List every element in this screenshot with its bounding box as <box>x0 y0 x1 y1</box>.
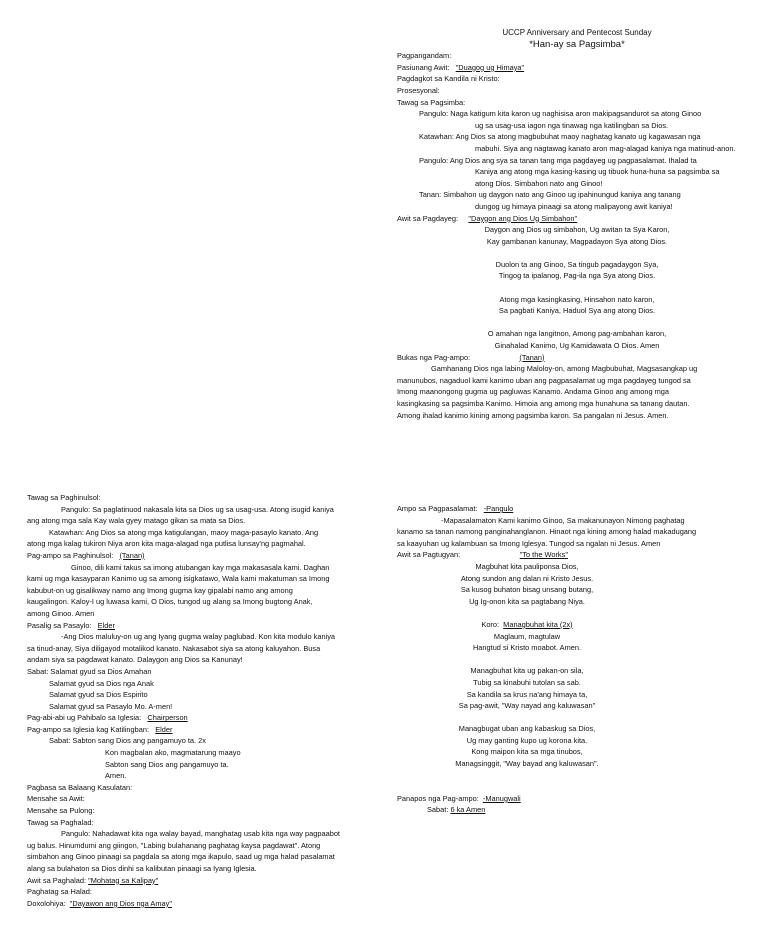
section-mensahe-awit: Mensahe sa Awit: <box>27 794 85 804</box>
prayer-line: Gamhanang Dios nga labing Maloloy-on, among Magbubuhat, Magsasangkap ug <box>431 364 698 374</box>
call-line: mabuhi. Siya ang nagtawag kanato aron mag-alagad kaniya nga matinud-anon. <box>475 143 736 153</box>
section-tawag-paghalad: Tawag sa Paghalad: <box>27 817 94 827</box>
awit-title: "Daygon ang Dios Ug Simbahon" <box>468 213 578 223</box>
awit-pagtugyan-title: "To the Works" <box>519 550 568 560</box>
service-title: UCCP Anniversary and Pentecost Sunday <box>502 28 652 37</box>
section-bukas-nga-pag-ampo <box>397 352 757 364</box>
verse-line: Ug Ig-onon kita sa pagtabang Niya. <box>469 596 585 606</box>
call-line: ug sa usag-usa iagon nga tinawag nga katilingban sa Dios. <box>475 120 669 130</box>
verse-line: Managbuhat kita ug pakan-on sila, <box>470 666 584 676</box>
section-pasalig-sa-pasaylo <box>27 620 369 632</box>
section-paghatag: Paghatag sa Halad: <box>27 887 92 897</box>
stanza-line: Sa pagbati Kaniya, Haduol Sya ang atong Dios. <box>498 306 656 316</box>
doxolohiya-label: Doxolohiya: <box>27 898 66 908</box>
section-panapos-nga-pag-ampo <box>397 793 757 805</box>
section-pagpangandam: Pagpangandam: <box>397 51 452 61</box>
bukas-label: Bukas nga Pag-ampo: <box>397 352 471 362</box>
call-line: Kaniya ang atong mga kasing-kasing ug tibuok huna-huna sa pagsimba sa <box>475 167 720 177</box>
koro-label: Koro: <box>481 619 500 629</box>
verse-line: Sa kandila sa krus na'ang himaya ta, <box>466 689 588 699</box>
doxolohiya-title: "Dayawon ang Dios nga Amay" <box>69 898 172 908</box>
pag-ampo-leader: (Tanan) <box>119 550 145 560</box>
awit-label: Awit sa Pagdayeg: <box>397 213 459 223</box>
stanza-line: Atong mga kasingkasing, Hinsahon nato karon, <box>499 294 655 304</box>
stanza-line: Duolon ta ang Ginoo, Sa tingub pagadaygon Sya, <box>495 259 659 269</box>
pagampo-iglesia-label: Pag-ampo sa Iglesia kag Katilingban: <box>27 724 150 734</box>
assurance-line: -Ang Dios maluluy-on ug ang Iyang gugma walay paglubad. Kon kita modulo kaniya <box>61 632 336 642</box>
call-line: Katawhan: Ang Dios sa atong magbubuhat maoy naghatag kanato ug kagawasan nga <box>419 132 701 142</box>
prayer-line: kabubut-on ug gisalikway namo ang Imong gugma kay gipalabi namo ang among <box>27 585 293 595</box>
koro-heading <box>397 619 657 631</box>
sabat-line: Salamat gyud sa Pasaylo Mo. A-men! <box>49 701 173 711</box>
prayer-line: kasingkasing sa pagsimba Kanimo. Himoia ang among mga hunahuna sa tanang dautan. <box>397 399 690 408</box>
thanks-line: sa kaayuhan ug kalambuan sa Imong Iglesya. Tungod sa ngalan ni Jesus. Amen <box>397 538 661 548</box>
verse-line: Sa kusog buhaton bisag unsang butang, <box>460 585 594 595</box>
response-line: Sabton sang Dios ang pangamuyo ta. <box>105 759 229 769</box>
offering-line: Pangulo: Nahadawat kita nga walay bayad, manghatag usab kita nga way pagpaabot <box>61 829 340 839</box>
assurance-line: andam siya sa pagdawat kanato. Dalaygon ang Dios sa Kanunay! <box>27 655 243 665</box>
response-line: Kon magbalan ako, magmatarung maayo <box>105 748 241 758</box>
offering-line: ug balus. Hinumdumi ang giingon, "Labing bulahanang paghatag kaysa pagdawat". Atong <box>27 840 321 850</box>
verse-line: Magbuhat kita pauliponsa Dios, <box>475 561 579 571</box>
section-tawag-sa-paghinulsol: Tawag sa Paghinulsol: <box>27 493 101 502</box>
prayer-line: Ginoo, dili kami takus sa imong atubangan kay mga makasasala kami. Daghan <box>71 562 330 572</box>
ampo-leader: -Pangulo <box>483 504 514 513</box>
offering-line: simbahon ang Ginoo pinaagi sa pagdala sa atong mga ikapulo, saad ug mga halad pasalamat <box>27 852 335 862</box>
call-line: Katawhan: Ang Dios sa atong mga katigulangan, maoy maga-pasaylo kanato. Ang <box>49 527 319 537</box>
call-line: ang atong mga sala Kay wala gyey matago gikan sa mata sa Dios. <box>27 516 246 526</box>
call-line: Tanan: Simbahon ug daygon nato ang Ginoo ug ipahinungud kaniya ang tanang <box>419 190 681 200</box>
pasiunang-awit-title: "Duagog ug Himaya" <box>455 62 525 72</box>
order-of-worship-part-1 <box>397 27 757 421</box>
prayer-line: kaugalingon. Kaloy-I ug luwasa kami, O Dios, tungod ug alang sa Imong bugtong Anak, <box>27 597 313 607</box>
koro-title: Managbuhat kita (2x) <box>503 619 573 629</box>
prayer-line: among Ginoo. Amen <box>27 608 95 618</box>
section-prosesyonal: Prosesyonal: <box>397 85 440 95</box>
order-of-worship-part-2 <box>27 492 369 909</box>
call-line: atong mga kalag tukiron Niya aron kita maga-alagad nga putlisa lunsay'ng pagmahal. <box>27 539 306 549</box>
panapos-sabat-label: Sabat: <box>427 805 449 815</box>
section-ampo-sa-pagpasalamat <box>397 503 757 515</box>
prayer-line: Among ihalad kanimo kining among pagsimba karon. Sa pangalan ni Jesus. Amen. <box>397 410 669 420</box>
section-mensahe-pulong: Mensahe sa Pulong: <box>27 806 95 816</box>
section-doxolohiya <box>27 898 369 910</box>
ampo-label: Ampo sa Pagpasalamat: <box>397 504 478 513</box>
stanza-line: Tingog ta ipalanog, Pag-ila nga Sya atong Dios. <box>498 271 656 281</box>
call-line: Pangulo: Sa paglatinuod nakasala kita sa Dios ug sa usag-usa. Atong isugid kaniya <box>61 504 334 514</box>
prayer-line: manunubos, nagaduol kami kanimo uban ang pagpasalamat ug mga pagdayeg tungod sa <box>397 375 691 385</box>
panapos-sabat-value: 6 ka Amen <box>450 805 486 815</box>
call-line: dungog ug himaya pinaagi sa atong malipayong awit kaniya! <box>475 201 673 211</box>
pagabi-leader: Chairperson <box>147 713 188 723</box>
call-line: Pangulo: Naga katigum kita karon ug naghisisa aron makipagsandurot sa atong Ginoo <box>419 109 702 119</box>
awit-paghalad-title: "Mohatag sa Kalipay" <box>88 875 159 885</box>
section-pag-abi-abi <box>27 712 369 724</box>
stanza-line: Kay gambanan kanunay, Magpadayon Sya atong Dios. <box>486 236 668 246</box>
offering-line: alang sa bulahaton sa Dios dinhi sa kalibutan pinaagi sa Iyang Iglesia. <box>27 864 257 873</box>
pasalig-leader: Elder <box>97 620 115 630</box>
verse-line: Sa pag-awit, "Way nayad ang kaluwasan" <box>458 701 596 711</box>
stanza-line: Daygon ang Dios ug simbahon, Ug awitan ta Sya Karon, <box>484 225 670 235</box>
verse-line: Managbugat uban ang kabaskug sa Dios, <box>458 724 596 734</box>
koro-line: Hangtud si Kristo moabot. Amen. <box>472 643 582 653</box>
pasalig-label: Pasalig sa Pasaylo: <box>27 620 92 630</box>
pag-ampo-label: Pag-ampo sa Paghinulsol: <box>27 550 114 560</box>
response-first: Sabat: Sabton sang Dios ang pangamuyo ta. 2x <box>49 736 206 746</box>
section-tawag-sa-pagsimba: Tawag sa Pagsimba: <box>397 97 466 107</box>
section-pag-ampo-sa-iglesia <box>27 724 369 736</box>
sabat-first: Sabat: Salamat gyud sa Dios Amahan <box>27 666 152 676</box>
panapos-leader: -Manugwali <box>482 793 521 803</box>
pagampo-iglesia-leader: Elder <box>155 724 173 734</box>
pasiunang-awit-label: Pasiunang Awit: <box>397 62 450 72</box>
panapos-sabat <box>397 804 757 816</box>
section-awit-paghalad <box>27 875 369 887</box>
awit-pagtugyan-label: Awit sa Pagtugyan: <box>397 550 461 560</box>
panapos-label: Panapos nga Pag-ampo: <box>397 793 479 803</box>
section-pag-ampo-sa-paghinulsol <box>27 550 369 562</box>
service-subtitle: *Han-ay sa Pagsimba* <box>529 38 625 50</box>
koro-line: Maglaum, magtulaw <box>493 631 561 641</box>
call-line: atong Dios. Simbahon nato ang Ginoo! <box>475 178 603 188</box>
verse-line: Tubig sa kinabuhi tutolan sa sab. <box>473 677 581 687</box>
pagabi-label: Pag-abi-abi ug Pahibalo sa Iglesia: <box>27 713 142 723</box>
verse-line: Managsinggit, "Way bayad ang kaluwasan". <box>455 759 599 769</box>
section-awit-sa-pagtugyan <box>397 549 757 561</box>
verse-line: Ug may ganting kupo ug korona kita. <box>466 735 588 745</box>
prayer-line: kami ug mga kasayparan Kanimo ug sa among isigkatawo, Wala kami makatuman sa Imong <box>27 574 330 584</box>
prayer-line: Imong maanongong gugma ug pagluwas Kanamo. Andama Ginoo ang among mga <box>397 387 669 397</box>
verse-line: Kong maipon kita sa mga tinubos, <box>471 747 583 757</box>
section-pasiunang-awit <box>397 62 757 74</box>
stanza-line: O amahan nga langitnon, Among pag-ambahan karon, <box>487 329 667 339</box>
section-awit-sa-pagdayeg <box>397 213 757 225</box>
call-line: Pangulo: Ang Dios ang sya sa tanan tang mga pagdayeg ug pagpasalamat. Ihalad ta <box>419 155 697 165</box>
assurance-line: sa tinud-anay, Siya diligayod motalikod kanato. Nakasabot siya sa atong kaluyahon. Busa <box>27 643 321 653</box>
order-of-worship-part-3 <box>397 503 757 816</box>
stanza-line: Ginahalad Kanimo, Ug Kamidawata O Dios. Amen <box>494 341 660 351</box>
verse-line: Atong sundon ang dalan ni Kristo Jesus. <box>460 573 594 583</box>
bukas-leader: (Tanan) <box>519 352 545 362</box>
response-line: Amen. <box>105 771 127 781</box>
sabat-line: Salamat gyud sa Dios nga Anak <box>49 678 154 688</box>
section-pagbasa: Pagbasa sa Balaang Kasulatan: <box>27 782 133 792</box>
thanks-line: -Mapasalamaton Kami kanimo Ginoo, Sa makanunayon Nimong paghatag <box>441 515 685 525</box>
section-pagdagkot: Pagdagkot sa Kandila ni Kristo: <box>397 74 500 84</box>
sabat-line: Salamat gyud sa Dios Espirito <box>49 690 148 700</box>
thanks-line: kanamo sa tanan namong panginahanglanon. Hinaot nga kining among halad makadugang <box>397 527 697 537</box>
awit-paghalad-label: Awit sa Paghalad: <box>27 875 87 885</box>
